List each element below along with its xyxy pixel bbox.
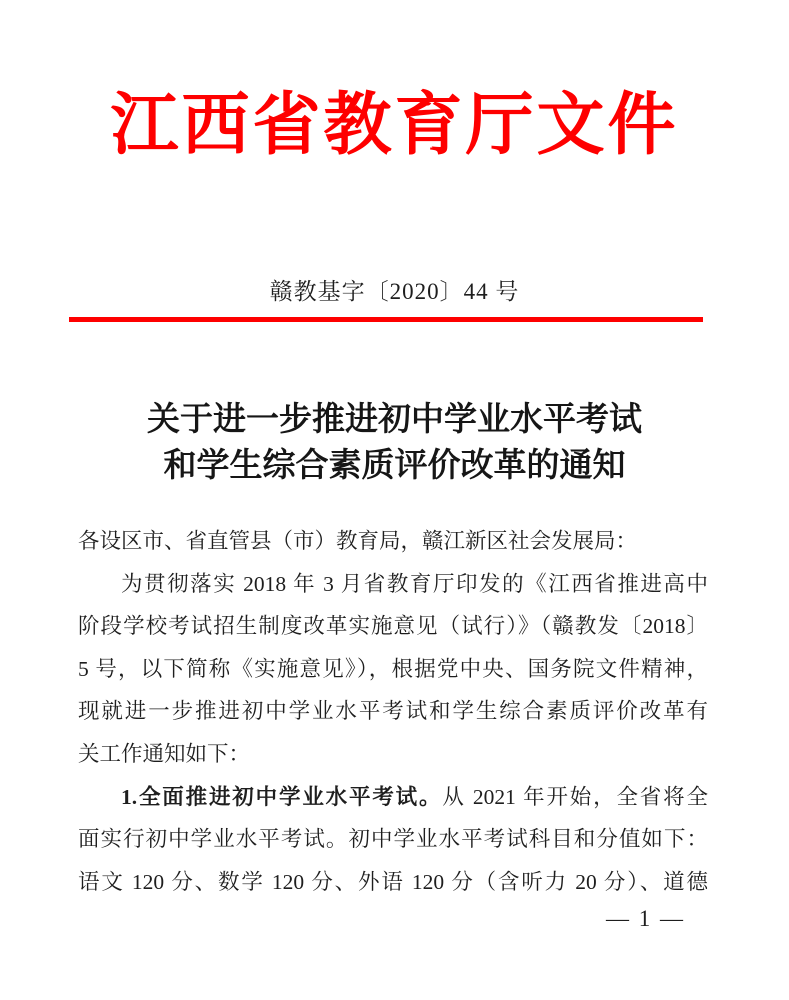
document-body [78,520,708,903]
document-title-line2: 和学生综合素质评价改革的通知 [163,448,626,484]
red-divider-line [69,317,703,322]
body-line-salutation: 各设区市、省直管县（市）教育局，赣江新区社会发展局： [78,529,638,553]
body-line: 为贯彻落实 2018 年 3 月省教育厅印发的《江西省推进高中 [121,571,708,596]
body-line: 语文 120 分、数学 120 分、外语 120 分（含听力 20 分）、道德 [78,869,708,894]
body-line: 现就进一步推进初中学业水平考试和学生综合素质评价改革有 [78,699,708,724]
body-line: 关工作通知如下： [78,741,251,766]
document-number: 赣教基字〔2020〕44 号 [269,279,520,304]
body-line: 面实行初中学业水平考试。初中学业水平考试科目和分值如下： [78,827,708,852]
body-line-bold-lead: 1.全面推进初中学业水平考试。 [121,784,443,809]
body-line-item-1 [78,776,708,819]
body-line: 5 号，以下简称《实施意见》），根据党中央、国务院文件精神， [78,656,708,681]
body-line: 阶段学校考试招生制度改革实施意见（试行）》（赣教发〔2018〕 [78,614,708,639]
document-header-title: 江西省教育厅文件 [110,87,679,163]
page-number: — 1 — [606,906,685,931]
body-line-rest: 从 2021 年开始，全省将全 [442,784,708,809]
document-title [0,397,789,489]
document-title-line1: 关于进一步推进初中学业水平考试 [147,402,642,438]
